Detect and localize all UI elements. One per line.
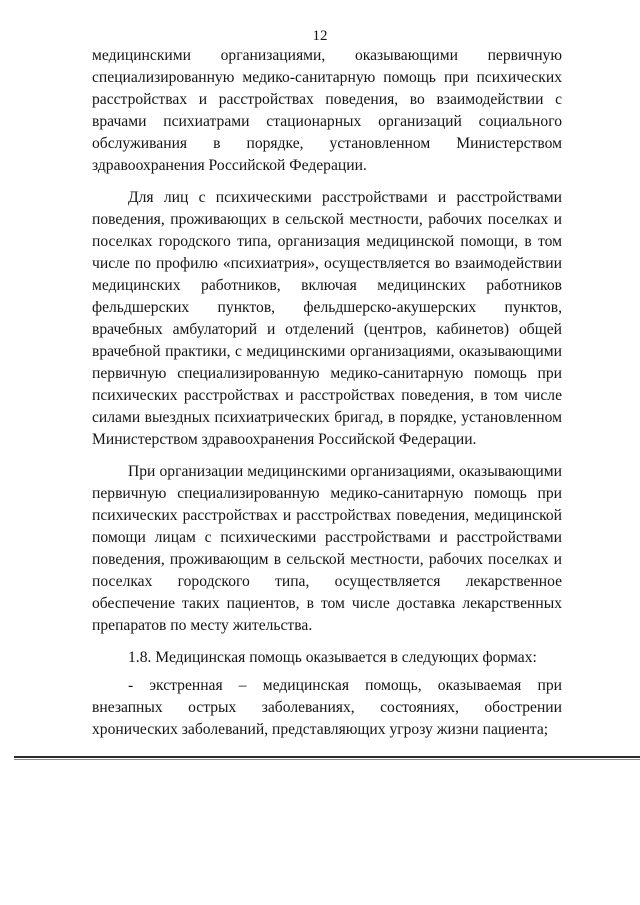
scan-divider-line bbox=[14, 756, 640, 758]
paragraph-emergency-form: - экстренная – медицинская помощь, оказываемая при внезапных острых заболеваниях, состояниях, обострении хронических заболеваний, представляющих угрозу жизни пациента; bbox=[92, 677, 562, 738]
paragraph-section-1-8: 1.8. Медицинская помощь оказывается в следующих формах: bbox=[128, 649, 537, 666]
page-number: 12 bbox=[312, 28, 328, 44]
paragraph-rural-care: Для лиц с психическими расстройствами и расстройствами поведения, проживающих в сельской местности, рабочих поселках и поселках городского типа, организация медицинской помощи, в том числе по профилю «психиатрия», осуществляется во взаимодействии медицинских работников, включая медицинских работников фельдшерских пунктов, фельдшерско-акушерских пунктов, врачебных амбулаторий и отделений (центров, кабинетов) общей врачебной практики, с медицинскими организациями, оказывающими первичную специализированную медико-санитарную помощь при психических расстройствах и расстройствах поведения, в том числе силами выездных психиатрических бригад, в порядке, установленном Министерством здравоохранения Российской Федерации. bbox=[92, 189, 562, 448]
scan-divider-shadow bbox=[14, 759, 640, 760]
paragraph-drug-supply: При организации медицинскими организациями, оказывающими первичную специализированную медико-санитарную помощь при психических расстройствах и расстройствах поведения, медицинской помощи лицам с психическими расстройствами и расстройствами поведения, проживающим в сельской местности, рабочих поселках и поселках городского типа, осуществляется лекарственное обеспечение таких пациентов, в том числе доставка лекарственных препаратов по месту жительства. bbox=[92, 463, 562, 634]
paragraph-continuation: медицинскими организациями, оказывающими первичную специализированную медико-санитарную помощь при психических расстройствах и расстройствах поведения, во взаимодействии с врачами психиатрами стационарных организаций социального обслуживания в порядке, установленном Министерством здравоохранения Российской Федерации. bbox=[92, 47, 562, 174]
document-body bbox=[92, 45, 562, 751]
